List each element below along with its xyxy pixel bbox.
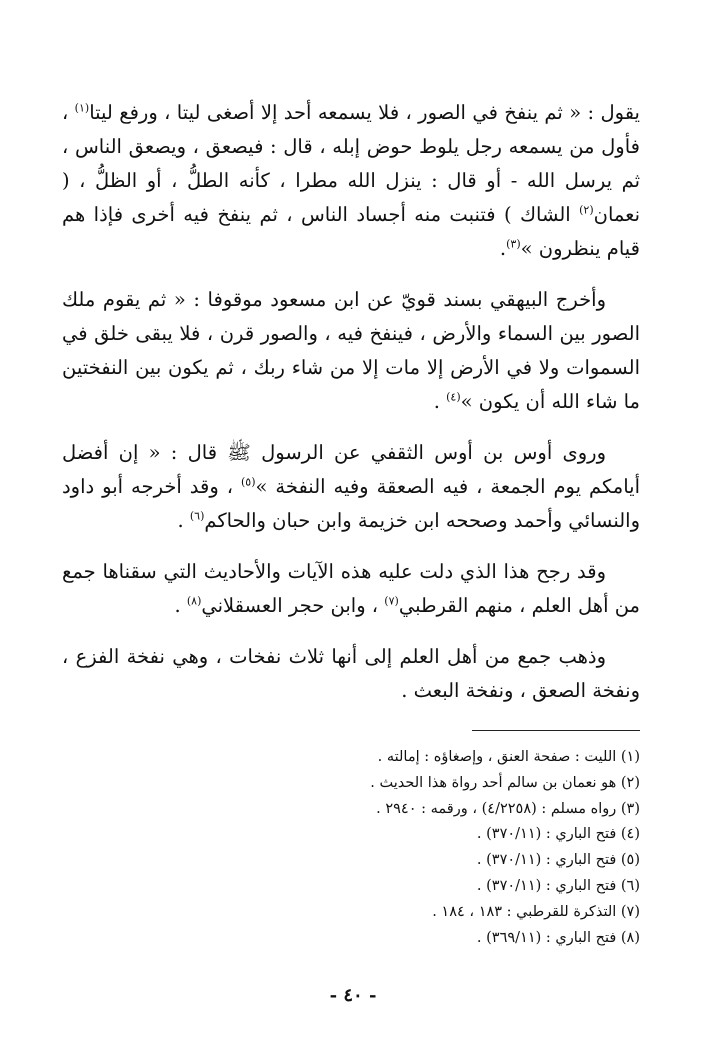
footnote-separator bbox=[472, 730, 640, 731]
footnote: (٦) فتح الباري : (٣٧٠/١١) . bbox=[476, 877, 640, 894]
page-body bbox=[62, 96, 640, 951]
footnote: (٥) فتح الباري : (٣٧٠/١١) . bbox=[476, 852, 640, 869]
footnote: (٨) فتح الباري : (٣٦٩/١١) . bbox=[476, 929, 640, 946]
paragraph-text: وأخرج البيهقي بسند قويّ عن ابن مسعود موقوفا : « ثم يقوم ملك الصور بين السماء والأرض ، فينفخ فيه ، والصور قرن ، فلا يبقى خلق في السموات ولا في الأرض إلا مات إلا من شاء ربك ، ثم يكون بين النفختين ما شاء الله أن يكون » bbox=[62, 288, 640, 413]
paragraph-text: وذهب جمع من أهل العلم إلى أنها ثلاث نفخات ، وهي نفخة الفزع ، ونفخة الصعق ، ونفخة البعث . bbox=[62, 645, 640, 702]
footnote: (٢) هو نعمان بن سالم أحد رواة هذا الحديث . bbox=[370, 774, 640, 791]
paragraph-text: . bbox=[433, 390, 447, 413]
paragraph-text: وروى أوس بن أوس الثقفي عن الرسول ﷺ قال : « إن أفضل أيامكم يوم الجمعة ، فيه الصعقة وفيه النفخة » bbox=[62, 441, 640, 498]
paragraph-text: ، فأول من يسمعه رجل يلوط حوض إبله ، قال : فيصعق ، ويصعق الناس ، ثم يرسل الله - أو قال : ينزل الله مطرا ، كأنه الطلُّ ، أو الظلُّ ، ( نعمان bbox=[62, 101, 640, 226]
footnote-reference: (٣) bbox=[506, 237, 521, 251]
paragraph-text: وقد رجح هذا الذي دلت عليه هذه الآيات والأحاديث التي سقناها جمع من أهل العلم ، منهم القرطبي bbox=[62, 560, 640, 617]
footnotes-list bbox=[62, 745, 640, 951]
paragraph-text: . bbox=[177, 509, 190, 532]
footnote: (٧) التذكرة للقرطبي : ١٨٣ ، ١٨٤ . bbox=[432, 903, 640, 920]
paragraph-text: ، وابن حجر العسقلاني bbox=[201, 594, 385, 617]
paragraph-text: الشاك ) فتنبت منه أجساد الناس ، ثم ينفخ فيه أخرى فإذا هم قيام ينظرون » bbox=[62, 203, 640, 260]
footnote: (١) الليت : صفحة العنق ، وإصغاؤه : إمالته . bbox=[377, 749, 640, 765]
paragraph-text: يقول : « ثم ينفخ في الصور ، فلا يسمعه أحد إلا أصغى ليتا ، ورفع ليتا bbox=[89, 101, 640, 124]
paragraph bbox=[62, 640, 640, 708]
footnote-reference: (٥) bbox=[240, 475, 256, 489]
paragraph bbox=[62, 96, 640, 266]
main-text bbox=[62, 96, 640, 708]
footnote-reference: (٤) bbox=[446, 390, 461, 404]
paragraph-text: . bbox=[174, 594, 187, 617]
footnote: (٤) فتح الباري : (٣٧٠/١١) . bbox=[476, 826, 640, 843]
footnote-reference: (١) bbox=[74, 101, 90, 115]
paragraph-text: . bbox=[499, 237, 507, 260]
paragraph bbox=[62, 283, 640, 419]
footnote-reference: (٦) bbox=[189, 509, 205, 523]
paragraph bbox=[62, 555, 640, 623]
footnote-reference: (٢) bbox=[579, 203, 594, 217]
footnote: (٣) رواه مسلم : (٤/٢٢٥٨) ، ورقمه : ٢٩٤٠ . bbox=[376, 800, 640, 817]
paragraph-text: ، وقد أخرجه أبو داود والنسائي وأحمد وصححه ابن خزيمة وابن حبان والحاكم bbox=[62, 475, 640, 532]
paragraph bbox=[62, 436, 640, 538]
page-number: - ٤٠ - bbox=[329, 985, 377, 1006]
footnote-reference: (٧) bbox=[384, 594, 399, 608]
footnote-reference: (٨) bbox=[186, 594, 202, 608]
